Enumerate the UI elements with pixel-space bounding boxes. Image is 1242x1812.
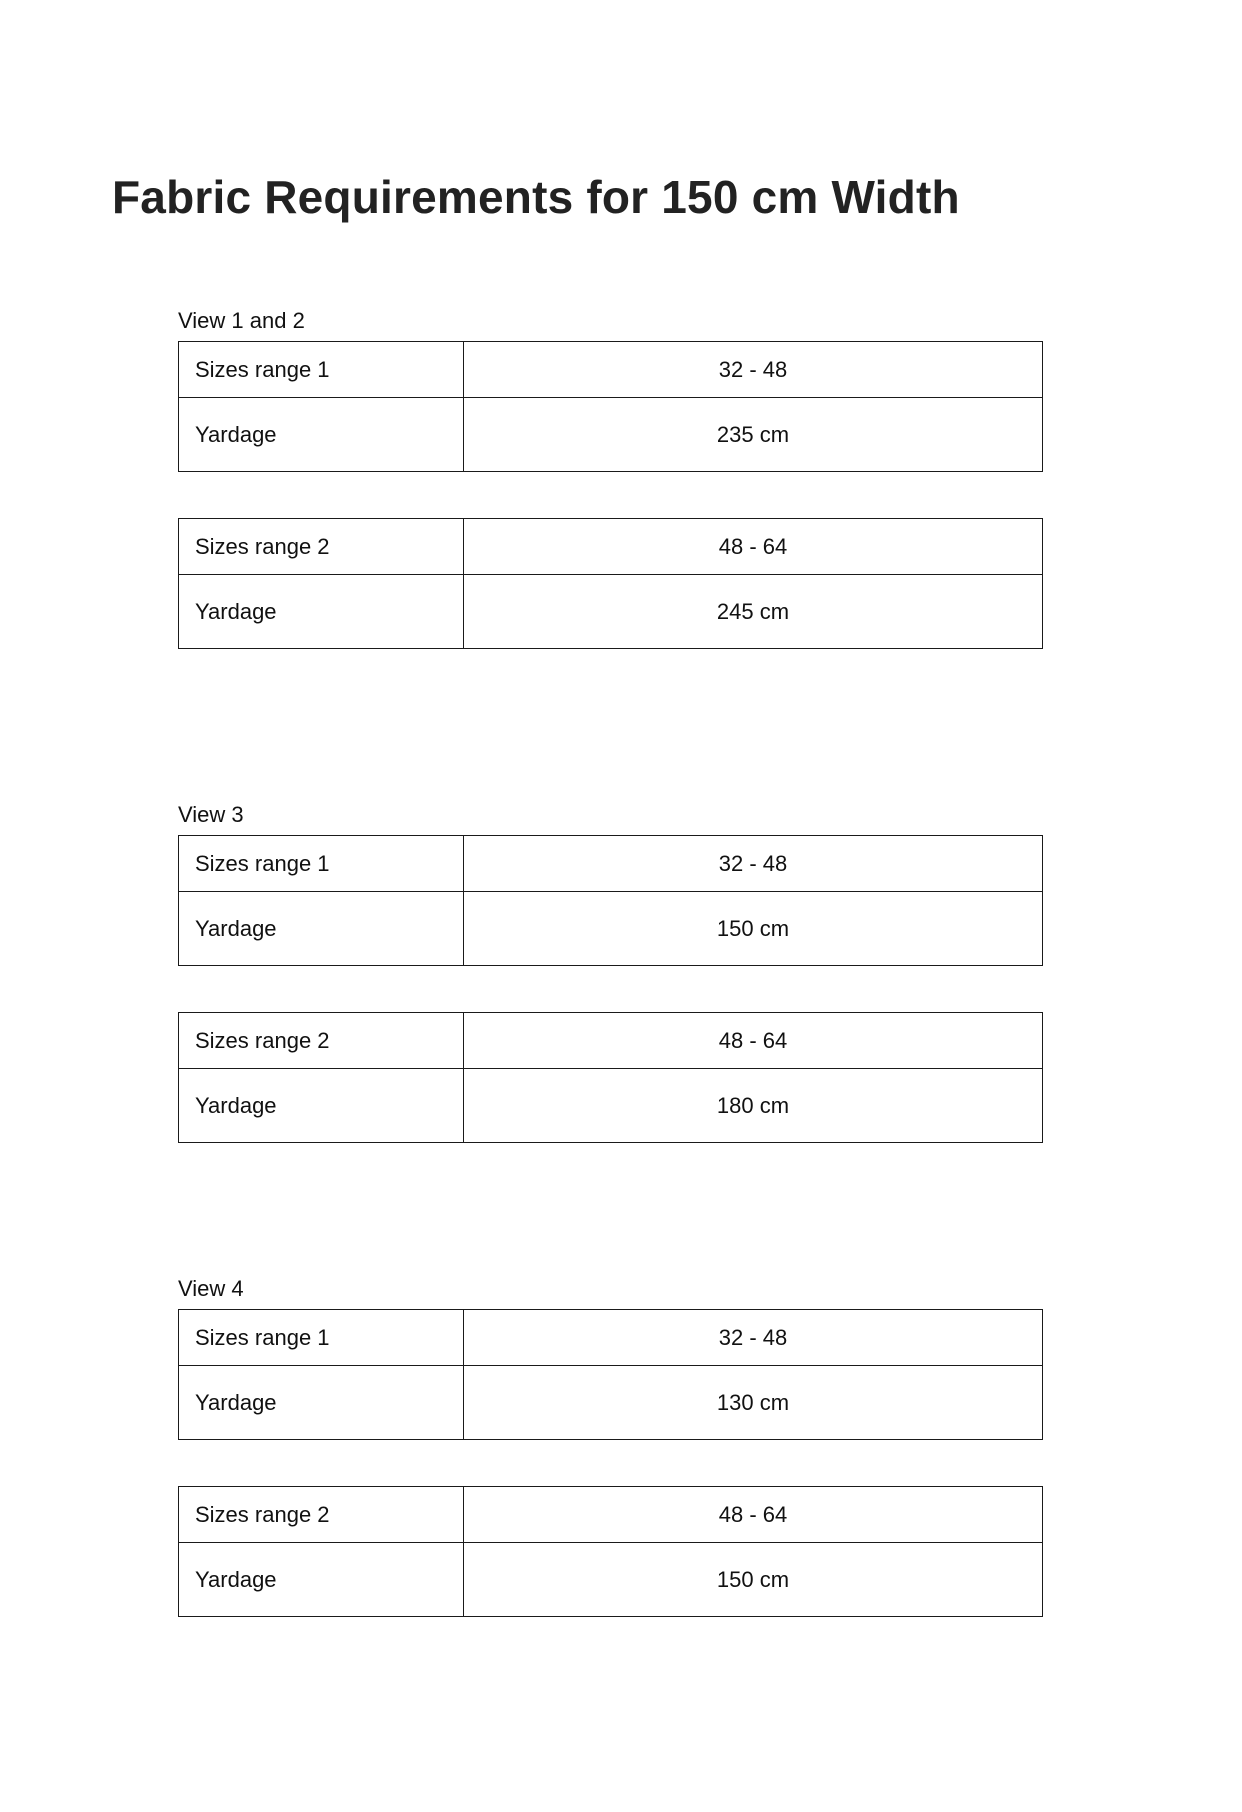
requirements-table-size-range-1 (178, 341, 1043, 472)
view-section-4 (178, 1278, 1041, 1617)
table-row-yardage (179, 575, 1043, 649)
size-range-label: Sizes range 1 (179, 1310, 464, 1366)
yardage-value: 180 cm (464, 1069, 1043, 1143)
size-range-label: Sizes range 2 (179, 1013, 464, 1069)
yardage-label: Yardage (179, 398, 464, 472)
yardage-label: Yardage (179, 892, 464, 966)
size-range-label: Sizes range 1 (179, 836, 464, 892)
yardage-label: Yardage (179, 1543, 464, 1617)
yardage-label: Yardage (179, 1069, 464, 1143)
table-row-sizes (179, 1487, 1043, 1543)
size-range-value: 48 - 64 (464, 519, 1043, 575)
table-row-yardage (179, 398, 1043, 472)
page-title: Fabric Requirements for 150 cm Width (112, 171, 960, 223)
yardage-value: 150 cm (464, 892, 1043, 966)
size-range-label: Sizes range 2 (179, 1487, 464, 1543)
table-row-sizes (179, 519, 1043, 575)
table-row-sizes (179, 836, 1043, 892)
requirements-table-size-range-2 (178, 1012, 1043, 1143)
yardage-label: Yardage (179, 575, 464, 649)
size-range-value: 48 - 64 (464, 1487, 1043, 1543)
yardage-value: 245 cm (464, 575, 1043, 649)
table-row-yardage (179, 1543, 1043, 1617)
yardage-value: 235 cm (464, 398, 1043, 472)
yardage-value: 150 cm (464, 1543, 1043, 1617)
requirements-table-size-range-2 (178, 1486, 1043, 1617)
view-label: View 1 and 2 (178, 308, 305, 333)
table-row-yardage (179, 1069, 1043, 1143)
table-row-yardage (179, 892, 1043, 966)
table-row-sizes (179, 1310, 1043, 1366)
yardage-label: Yardage (179, 1366, 464, 1440)
view-label: View 3 (178, 802, 244, 827)
view-section-3 (178, 804, 1041, 1143)
size-range-value: 32 - 48 (464, 836, 1043, 892)
table-row-sizes (179, 342, 1043, 398)
requirements-table-size-range-2 (178, 518, 1043, 649)
size-range-value: 48 - 64 (464, 1013, 1043, 1069)
view-section-1-2 (178, 310, 1041, 649)
requirements-table-size-range-1 (178, 835, 1043, 966)
size-range-value: 32 - 48 (464, 1310, 1043, 1366)
size-range-value: 32 - 48 (464, 342, 1043, 398)
yardage-value: 130 cm (464, 1366, 1043, 1440)
table-row-sizes (179, 1013, 1043, 1069)
view-label: View 4 (178, 1276, 244, 1301)
requirements-table-size-range-1 (178, 1309, 1043, 1440)
table-row-yardage (179, 1366, 1043, 1440)
size-range-label: Sizes range 2 (179, 519, 464, 575)
size-range-label: Sizes range 1 (179, 342, 464, 398)
